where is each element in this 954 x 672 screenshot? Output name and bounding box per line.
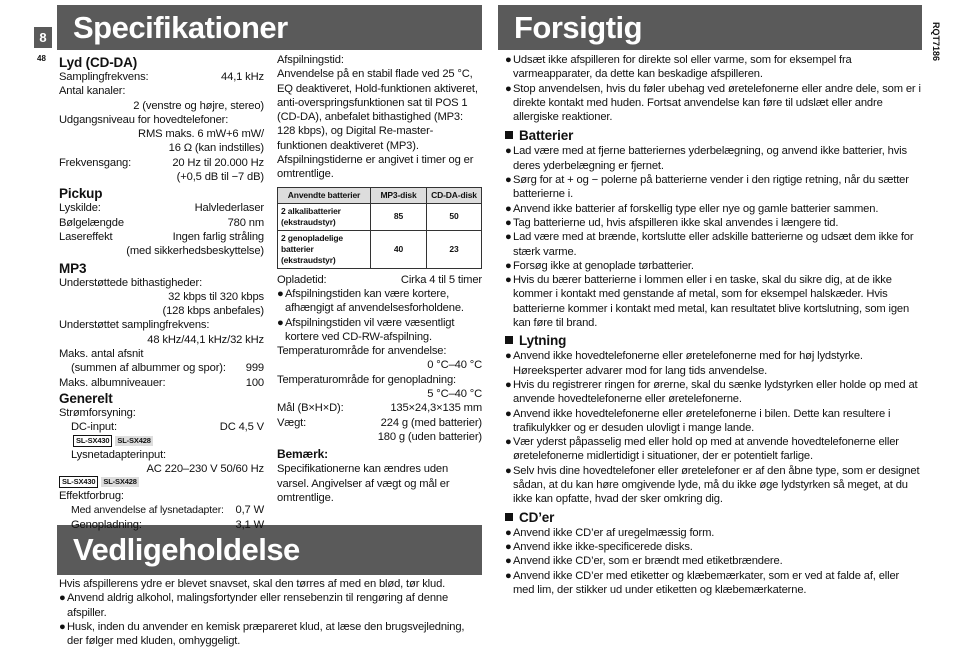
output-value-2: 16 Ω (kan indstilles) xyxy=(168,142,264,155)
battery-item: Lad være med at brænde, kortslutte eller adskille batterierne og udsæt dem ikke for stærk varme. xyxy=(513,231,914,258)
bullet-icon: ● xyxy=(505,231,512,244)
table-cell: 85 xyxy=(371,203,427,230)
model-tag-sx428: SL-SX428 xyxy=(117,435,151,445)
general-heading: Generelt xyxy=(59,390,113,406)
bullet-icon: ● xyxy=(505,82,512,95)
adapter-value: AC 220–230 V 50/60 Hz xyxy=(146,462,264,475)
sampling-value: 44,1 kHz xyxy=(221,71,264,83)
square-bullet-icon xyxy=(505,513,513,521)
maintenance-section xyxy=(59,577,483,648)
cd-item: Anvend ikke CD’er med etiketter og klæbemærkater, som er ved at falde af, eller med lim, der stikker ud under etiketten og klæbemærkaterne. xyxy=(513,569,900,596)
playtime-note-2: Afspilningstiden vil være væsentligt kortere ved CD-RW-afspilning. xyxy=(285,316,455,343)
power-label: Strømforsyning: xyxy=(59,406,136,419)
weight-label: Vægt: xyxy=(277,416,307,429)
bitrate-value-1: 32 kbps til 320 kbps xyxy=(168,290,264,303)
temp-use-label: Temperaturområde for anvendelse: xyxy=(277,345,447,358)
cd-item: Anvend ikke CD’er, som er brændt med etiketbrændere. xyxy=(513,555,783,568)
max-levels-value: 100 xyxy=(245,376,264,389)
table-header: MP3-disk xyxy=(371,187,427,203)
listening-item: Hvis du registrerer ringen for ørerne, skal du sænke lydstyrken eller holde op med at anvende hovedtelefonerne eller øretelefonerne. xyxy=(513,378,918,406)
output-label: Udgangsniveau for hovedtelefoner: xyxy=(59,113,229,126)
bullet-icon: ● xyxy=(505,436,512,449)
consumption-label: Effektforbrug: xyxy=(59,490,124,503)
bullet-icon: ● xyxy=(505,259,512,272)
sound-heading: Lyd (CD-DA) xyxy=(59,55,138,70)
note-heading: Bemærk: xyxy=(277,447,328,462)
specs-column-2 xyxy=(277,53,482,505)
dimensions-value: 135×24,3×135 mm xyxy=(390,402,482,415)
bitrate-value-2: (128 kbps anbefales) xyxy=(162,305,264,318)
table-cell: 23 xyxy=(427,230,482,268)
laser-power-value-2: (med sikkerhedsbeskyttelse) xyxy=(126,245,264,258)
page-number: 8 xyxy=(34,27,52,48)
caution-section xyxy=(505,53,921,597)
freq-label: Frekvensgang: xyxy=(59,156,132,169)
consumption-charge-value: 3,1 W xyxy=(235,518,264,531)
dc-input-value: DC 4,5 V xyxy=(219,421,264,434)
bullet-icon: ● xyxy=(505,216,512,229)
bullet-icon: ● xyxy=(505,54,512,66)
playtime-heading: Afspilningstid: xyxy=(277,54,344,66)
specifications-heading: Specifikationer xyxy=(57,5,482,50)
maintenance-intro: Hvis afspillerens ydre er blevet snavset, skal den tørres af med en blød, tør klud. xyxy=(59,578,446,590)
sampling-label: Samplingfrekvens: xyxy=(59,71,149,83)
bullet-icon: ● xyxy=(277,316,284,329)
wavelength-label: Bølgelængde xyxy=(59,216,124,229)
channels-label: Antal kanaler: xyxy=(59,85,126,98)
table-cell: 50 xyxy=(427,203,482,230)
playtime-note-1: Afspilningstiden kan være kortere, afhængigt af anvendelsesforholdene. xyxy=(285,287,464,315)
bullet-icon: ● xyxy=(505,378,512,391)
charge-time-label: Opladetid: xyxy=(277,273,327,286)
bullet-icon: ● xyxy=(505,202,512,215)
playtime-table xyxy=(277,187,482,269)
weight-value-2: 180 g (uden batterier) xyxy=(377,430,482,443)
model-tag-sx428-b: SL-SX428 xyxy=(103,477,137,487)
note-text: Specifikationerne kan ændres uden varsel. Angivelser af vægt og mål er omtrentlige. xyxy=(277,463,450,504)
table-cell: 40 xyxy=(371,230,427,268)
weight-value-1: 224 g (med batterier) xyxy=(380,416,482,429)
table-cell: 2 genopladelige batterier (ekstraudstyr) xyxy=(278,230,371,268)
playtime-description: Anvendelse på en stabil flade ved 25 °C, EQ deaktiveret, Hold-funktionen aktiveret, anti-overspringsfunktionen sat til POS 1 (CD-DA), anbefalet bithastighed (MP3: 128 kbps), og Digital Re-master-funktionen deaktiveret (MP3). Afspilningstiderne er angivet i timer og er omtrentlige. xyxy=(277,68,478,181)
bullet-icon: ● xyxy=(59,592,66,605)
temp-use-value: 0 °C–40 °C xyxy=(427,359,482,372)
charge-time-value: Cirka 4 til 5 timer xyxy=(400,273,482,286)
caution-heading: Forsigtig xyxy=(498,5,922,50)
battery-item: Forsøg ikke at genoplade tørbatterier. xyxy=(513,259,694,272)
listening-item: Anvend ikke hovedtelefonerne eller øretelefonerne i bilen. Dette kan resultere i trafikulykker og er desuden ulovligt i mange lande. xyxy=(513,407,891,434)
battery-item: Tag batterierne ud, hvis afspilleren ikke skal anvendes i længere tid. xyxy=(513,216,839,229)
channels-value: 2 (venstre og højre, stereo) xyxy=(133,99,264,112)
listening-item: Selv hvis dine hovedtelefoner eller øretelefoner er af den åbne type, som er designet sådan, at du kan høre omgivende lyde, må du ikke øge lydstyrken så meget, at du ikke kan opfatte, hvad der sker omkring dig. xyxy=(513,464,920,506)
bullet-icon: ● xyxy=(505,569,512,582)
bullet-icon: ● xyxy=(505,407,512,420)
battery-item: Hvis du bærer batterierne i lommen eller i en taske, skal du sikre dig, at de ikke kommer i kontakt med genstande af metal, som for eksempel halskæder. Hvis batterierne kommer i kontakt med metal, kan resultatet blive kortslutning, som igen kan føre til brand. xyxy=(513,274,910,330)
temp-charge-label: Temperaturområde for genopladning: xyxy=(277,373,456,386)
pickup-heading: Pickup xyxy=(59,186,103,202)
battery-item: Sørg for at + og − polerne på batterierne vender i den rigtige retning, når du sætter batterierne i. xyxy=(513,174,909,201)
max-tracks-value: 999 xyxy=(245,362,264,375)
max-tracks-label-2: (summen af albummer og spor): xyxy=(71,362,226,375)
laser-power-value-1: Ingen farlig stråling xyxy=(172,230,264,243)
consumption-adapter-value: 0,7 W xyxy=(235,504,264,517)
bullet-icon: ● xyxy=(505,145,512,158)
laser-power-label: Lasereffekt xyxy=(59,230,113,243)
listening-heading: Lytning xyxy=(519,333,567,349)
bullet-icon: ● xyxy=(505,555,512,568)
sampling-support-value: 48 kHz/44,1 kHz/32 kHz xyxy=(147,333,264,346)
table-header: CD-DA-disk xyxy=(427,187,482,203)
maintenance-heading: Vedligeholdelse xyxy=(57,525,482,575)
model-tag-sx430: SL-SX430 xyxy=(73,435,112,447)
battery-item: Lad være med at fjerne batteriernes yderbelægning, og anvend ikke batterier, hvis deres yderbelægning er fjernet. xyxy=(513,145,907,172)
maintenance-item: Anvend aldrig alkohol, malingsfortynder eller rensebenzin til rengøring af denne afspiller. xyxy=(67,592,449,619)
specs-column-1 xyxy=(59,54,264,532)
output-value-1: RMS maks. 6 mW+6 mW/ xyxy=(138,128,264,141)
consumption-adapter-label: Med anvendelse af lysnetadapter: xyxy=(71,504,224,517)
dc-input-label: DC-input: xyxy=(71,421,117,434)
battery-item: Anvend ikke batterier af forskellig type eller nye og gamle batterier sammen. xyxy=(513,202,879,215)
bullet-icon: ● xyxy=(505,526,512,539)
caution-item: Udsæt ikke afspilleren for direkte sol eller varme, som for eksempel fra varmeapparater, da dette kan beskadige afspilleren. xyxy=(513,54,852,81)
listening-item: Vær yderst påpasselig med eller hold op med at anvende hovedtelefonerne eller øretelefonerne midlertidigt i situationer, der er potentielt farlige. xyxy=(513,436,899,463)
bullet-icon: ● xyxy=(59,620,66,633)
sampling-support-label: Understøttet samplingfrekvens: xyxy=(59,319,210,332)
freq-value-2: (+0,5 dB til −7 dB) xyxy=(176,171,264,184)
table-header: Anvendte batterier xyxy=(278,187,371,203)
bullet-icon: ● xyxy=(505,350,512,363)
bullet-icon: ● xyxy=(505,274,512,287)
table-cell: 2 alkalibatterier (ekstraudstyr) xyxy=(278,203,371,230)
caution-item: Stop anvendelsen, hvis du føler ubehag ved øretelefonerne eller andre dele, som er i direkte kontakt med huden. Fortsat anvendelse kan føre til udslæt eller andre allergiske reaktioner. xyxy=(513,82,921,124)
page-number-small: 48 xyxy=(37,54,46,63)
bullet-icon: ● xyxy=(277,287,284,300)
bullet-icon: ● xyxy=(505,464,512,477)
light-source-label: Lyskilde: xyxy=(59,202,101,215)
bullet-icon: ● xyxy=(505,540,512,553)
mp3-heading: MP3 xyxy=(59,260,87,276)
model-tag-sx430-b: SL-SX430 xyxy=(59,476,98,488)
batteries-heading: Batterier xyxy=(519,128,574,144)
document-code: RQT7186 xyxy=(931,22,941,62)
light-source-value: Halvlederlaser xyxy=(194,202,264,215)
freq-value-1: 20 Hz til 20.000 Hz xyxy=(172,156,264,169)
square-bullet-icon xyxy=(505,336,513,344)
bullet-icon: ● xyxy=(505,174,512,187)
max-tracks-label: Maks. antal afsnit xyxy=(59,348,144,361)
adapter-label: Lysnetadapterinput: xyxy=(71,448,167,461)
consumption-charge-label: Genopladning: xyxy=(71,518,142,531)
wavelength-value: 780 nm xyxy=(227,216,264,229)
cd-item: Anvend ikke CD’er af uregelmæssig form. xyxy=(513,526,715,539)
bitrate-label: Understøttede bithastigheder: xyxy=(59,276,203,289)
square-bullet-icon xyxy=(505,131,513,139)
temp-charge-value: 5 °C–40 °C xyxy=(427,388,482,401)
cds-heading: CD’er xyxy=(519,509,555,525)
cd-item: Anvend ikke ikke-specificerede disks. xyxy=(513,540,693,553)
listening-item: Anvend ikke hovedtelefonerne eller øretelefonerne med for høj lydstyrke. Høreeksperter advarer mod for lang tids anvendelse. xyxy=(513,350,863,377)
dimensions-label: Mål (B×H×D): xyxy=(277,402,344,415)
maintenance-item: Husk, inden du anvender en kemisk præpareret klud, at læse den brugsvejledning, der følger med kluden, omhyggeligt. xyxy=(67,620,465,648)
max-levels-label: Maks. albumniveauer: xyxy=(59,376,166,389)
